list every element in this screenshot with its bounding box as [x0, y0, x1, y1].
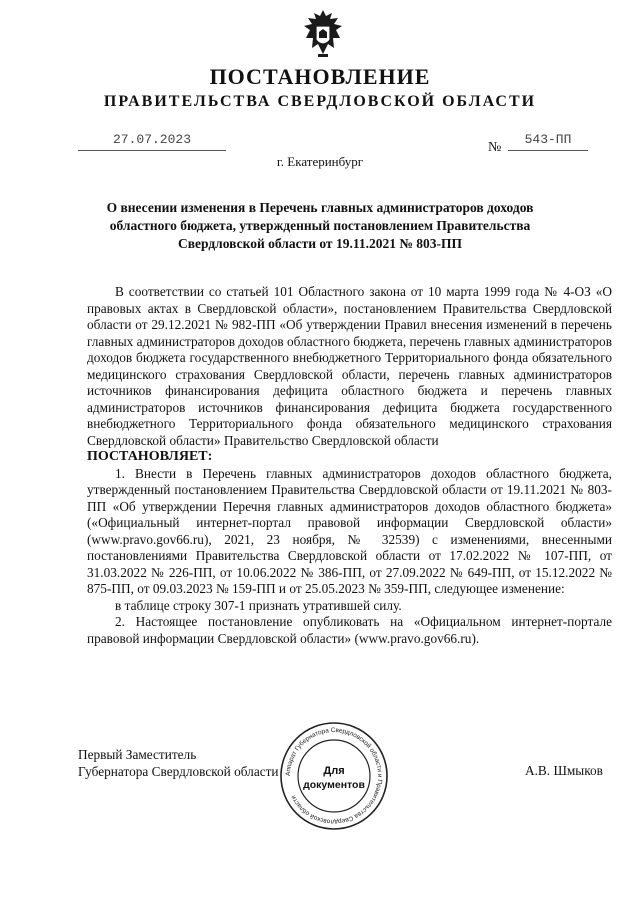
- document-body: [87, 284, 612, 647]
- number-underline: [508, 150, 588, 151]
- coat-of-arms-icon: [300, 8, 346, 62]
- item-1-subparagraph: в таблице строку 307-1 признать утратившей силу.: [115, 597, 402, 613]
- decree-word: ПОСТАНОВЛЯЕТ:: [87, 449, 213, 464]
- signatory-position-line-1: Первый Заместитель: [78, 747, 197, 762]
- document-number: 543-ПП: [524, 132, 572, 147]
- document-date: 27.07.2023: [112, 132, 191, 147]
- city-of-issue: г. Екатеринбург: [276, 154, 364, 169]
- issuing-authority: ПРАВИТЕЛЬСТВА СВЕРДЛОВСКОЙ ОБЛАСТИ: [103, 93, 537, 110]
- document-type-title: ПОСТАНОВЛЕНИЕ: [209, 64, 431, 89]
- seal-text-line-1: Для: [323, 765, 345, 777]
- document-heading: О внесении изменения в Перечень главных администраторов доходов областного бюджета, утвержденный постановлением Правительства Свердловской области от 19.11.2021 № 803-ПП: [106, 200, 534, 251]
- signatory-position-line-2: Губернатора Свердловской области: [78, 764, 279, 779]
- item-1-paragraph: 1. Внести в Перечень главных администраторов доходов областного бюджета, утвержденный постановлением Правительства Свердловской области от 19.11.2021 № 803-ПП «Об утверждении Перечня главных администраторов доходов областного бюджета» («Официальный интернет-портал правовой информации Свердловской области» (www.pravo.gov66.ru), 2021, 23 ноября, № 32539) с изменениями, внесенными постановлениями Правительства Свердловской области от 17.02.2022 № 107-ПП, от 31.03.2022 № 226-ПП, от 10.06.2022 № 386-ПП, от 27.09.2022 № 649-ПП, от 15.12.2022 № 875-ПП, от 09.03.2023 № 159-ПП и от 25.05.2023 № 359-ПП, следующее изменение:: [87, 465, 612, 596]
- item-2-paragraph: 2. Настоящее постановление опубликовать на «Официальном интернет-портале правовой информации Свердловской области» (www.pravo.gov66.ru).: [87, 614, 612, 646]
- preamble-paragraph: В соответствии со статьей 101 Областного закона от 10 марта 1999 года № 4-ОЗ «О правовых актах в Свердловской области», постановлением Правительства Свердловской области от 29.12.2021 № 982-ПП «Об утверждении Правил внесения изменений в перечень главных администраторов доходов областного бюджета, перечень главных администраторов доходов бюджета государственного внебюджетного Территориального фонда обязательного медицинского страхования Свердловской области, перечень главных администраторов источников финансирования дефицита областного бюджета и перечень главных администраторов источников финансирования дефицита бюджета государственного внебюджетного Территориального фонда обязательного медицинского страхования Свердловской области» Правительство Свердловской области: [87, 284, 612, 448]
- official-seal-stamp: [278, 720, 390, 832]
- seal-ring-text: Аппарат Губернатора Свердловской области и Правительства Свердловской области: [284, 726, 384, 826]
- signatory-position: [78, 746, 279, 780]
- number-sign: №: [488, 140, 502, 155]
- seal-text-line-2: документов: [303, 779, 365, 791]
- date-underline: [78, 150, 226, 151]
- signatory-name: А.В. Шмыков: [525, 763, 603, 778]
